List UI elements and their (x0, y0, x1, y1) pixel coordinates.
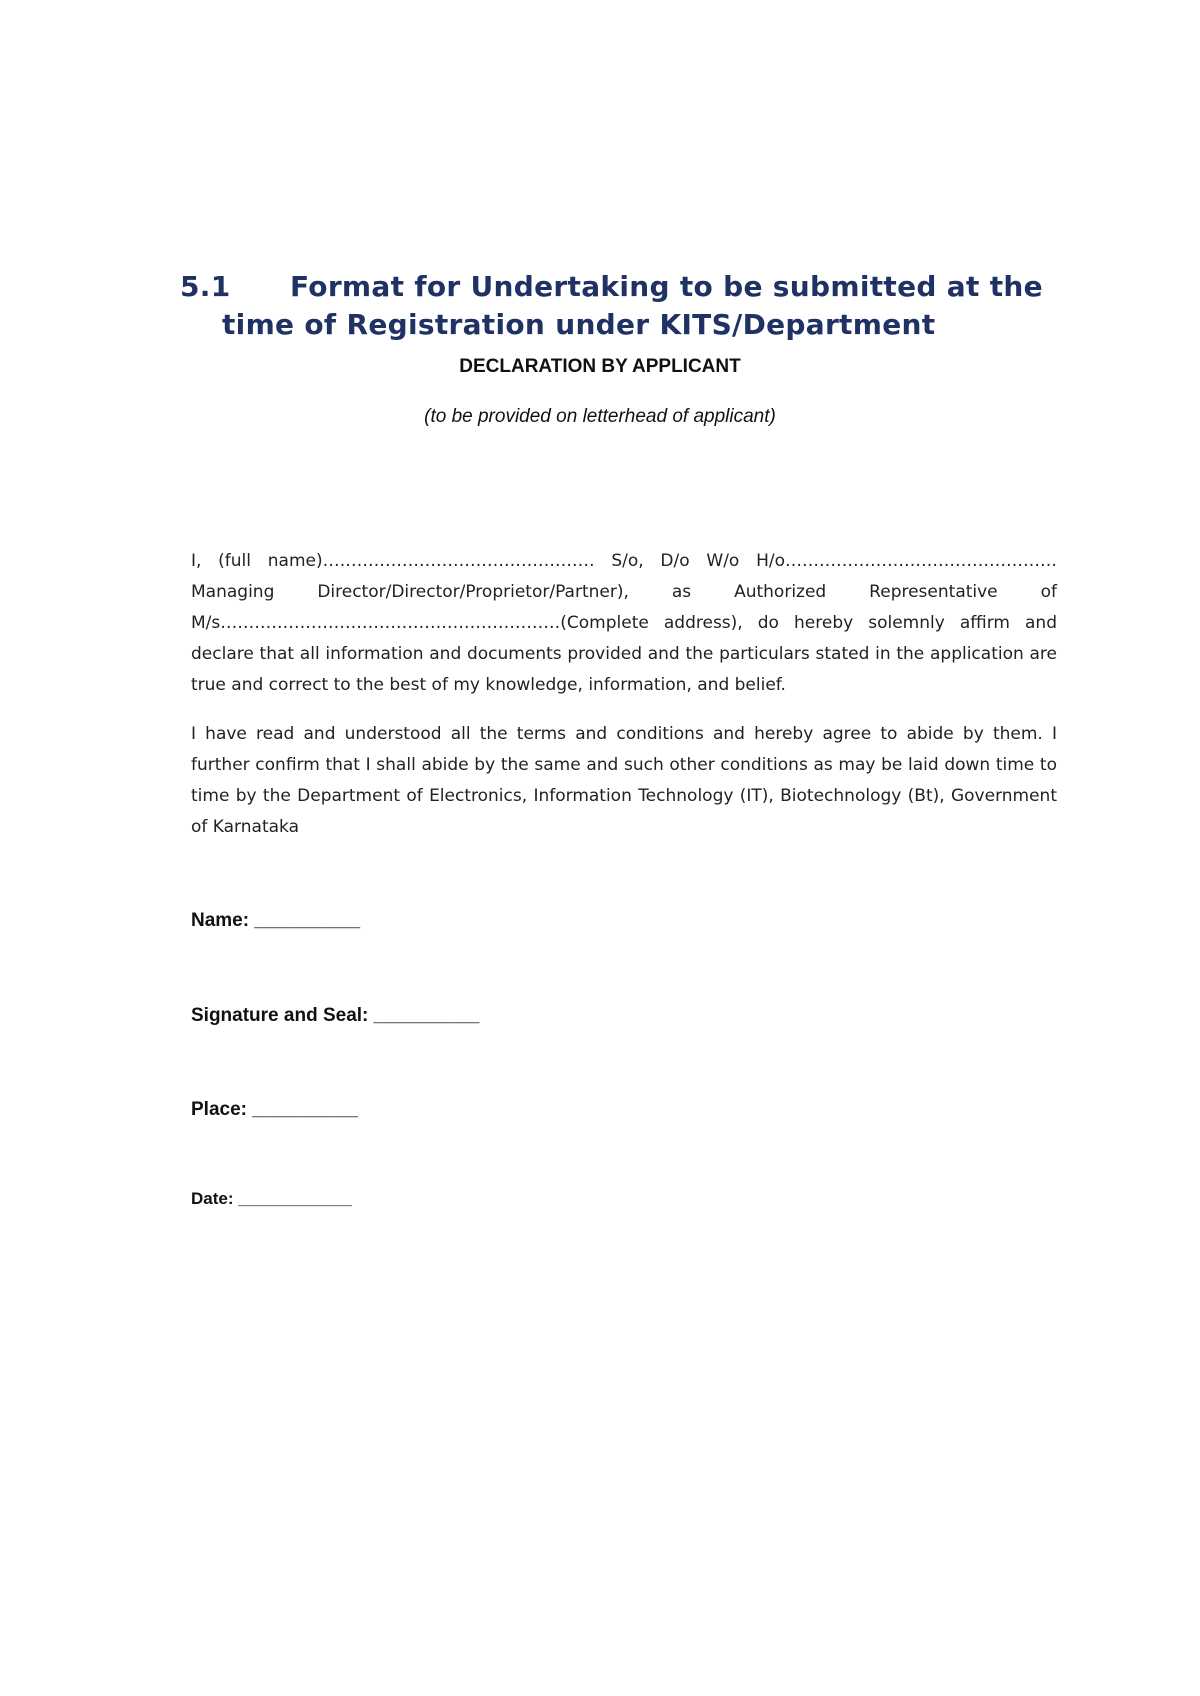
section-number: 5.1 (180, 270, 231, 303)
name-field: Name: __________ (191, 910, 361, 931)
section-heading (180, 268, 1060, 344)
place-field: Place: __________ (191, 1099, 358, 1120)
declaration-paragraph-1: I, (full name)………………………………………… S/o, D/o W/o H/o………………………………………… Managing Director/Director/Proprietor/Partner), as Authorized Representative of M/s……………………………………………………(Complete address), do hereby solemnly affirm and declare that all information and documents provided and the particulars stated in the application are true and correct to the best of my knowledge, information, and belief. (191, 551, 1057, 695)
declaration-subtitle: (to be provided on letterhead of applicant) (424, 406, 776, 427)
section-title-line1: Format for Undertaking to be submitted at the (290, 270, 1043, 303)
section-title-line2: time of Registration under KITS/Department (222, 308, 936, 341)
signature-seal-field: Signature and Seal: __________ (191, 1005, 480, 1026)
date-field: Date: ____________ (191, 1189, 352, 1208)
declaration-paragraph-2: I have read and understood all the terms and conditions and hereby agree to abide by them. I further confirm that I shall abide by the same and such other conditions as may be laid down time to time by the Department of Electronics, Information Technology (IT), Biotechnology (Bt), Government of Karnataka (191, 724, 1057, 837)
declaration-title: DECLARATION BY APPLICANT (459, 356, 741, 377)
